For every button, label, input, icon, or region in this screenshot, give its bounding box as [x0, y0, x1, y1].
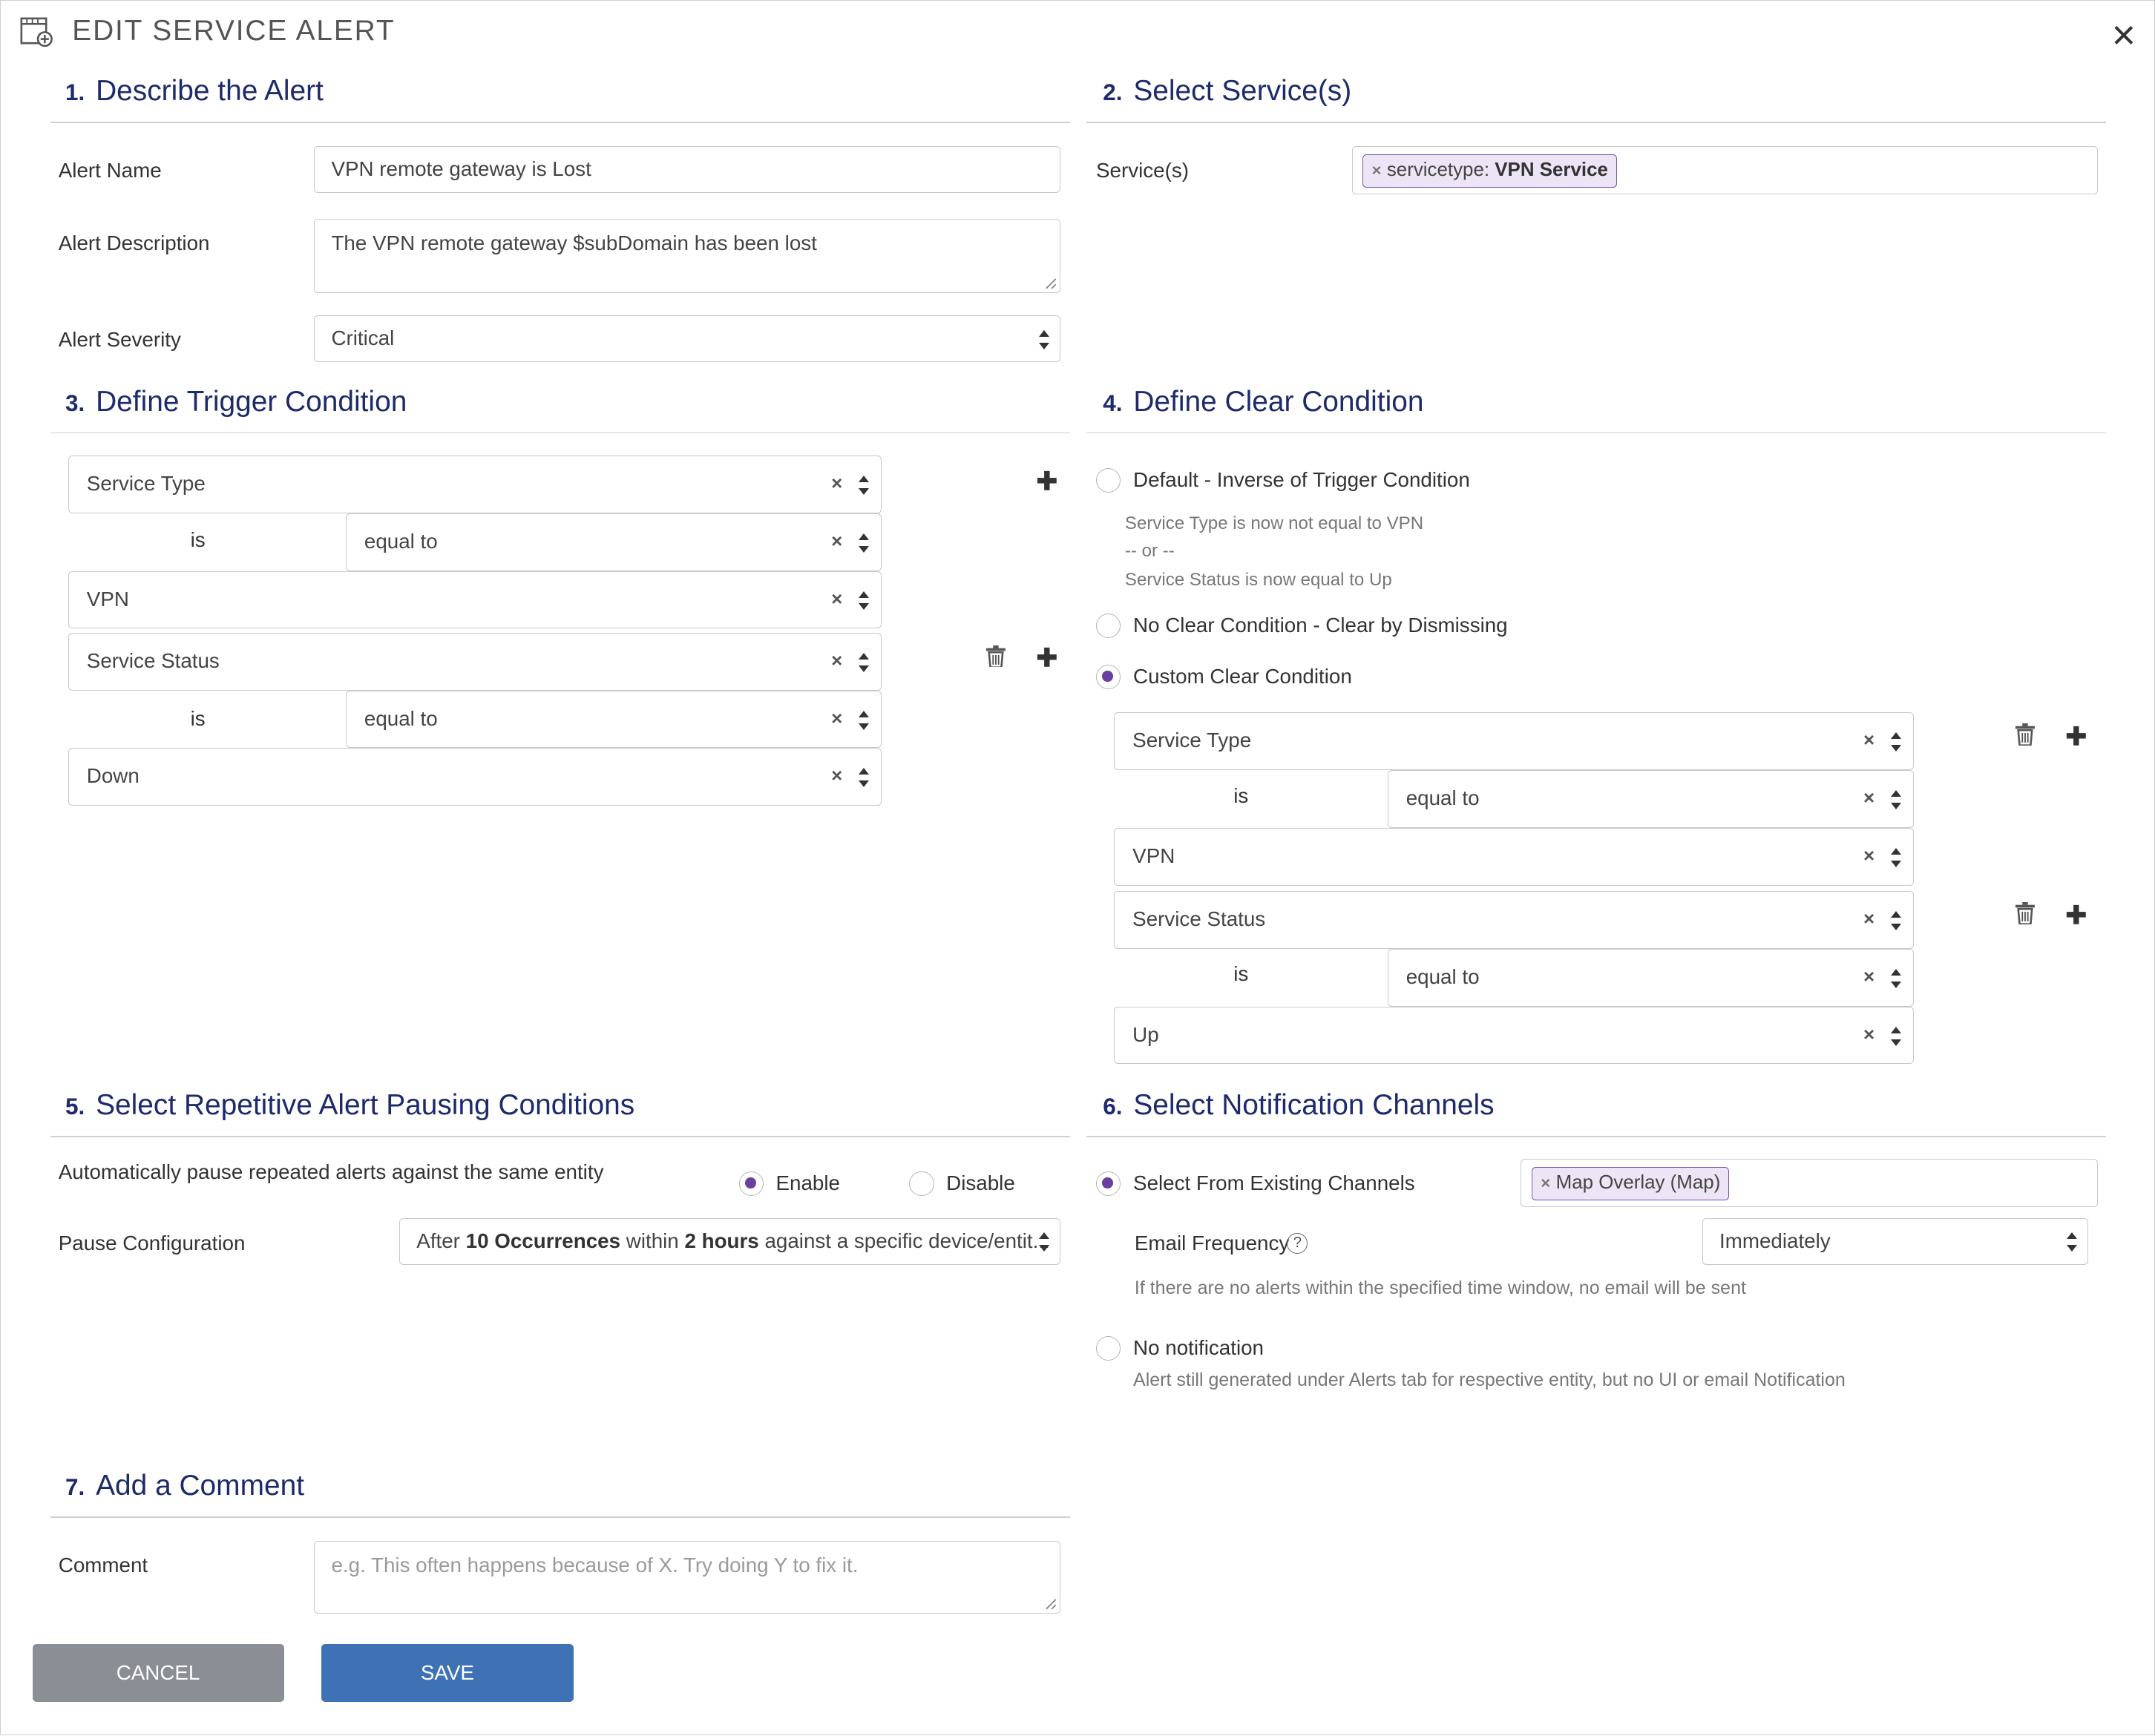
select-arrows-icon: [1039, 1232, 1050, 1252]
trigger-value-select[interactable]: VPN ×: [68, 571, 882, 629]
divider: [50, 122, 1070, 123]
section-notification-heading: 6. Select Notification Channels: [1103, 1088, 1495, 1121]
clear-operator-select[interactable]: equal to ×: [1388, 949, 1914, 1007]
add-condition-icon[interactable]: [2065, 725, 2087, 747]
clear-operator-select[interactable]: equal to ×: [1388, 770, 1914, 828]
section-clear-condition-heading: 4. Define Clear Condition: [1103, 385, 1424, 418]
email-frequency-value: Immediately: [1719, 1229, 1831, 1252]
email-frequency-label: Email Frequency: [1134, 1232, 1290, 1255]
clear-icon[interactable]: ×: [831, 708, 843, 729]
trigger-operator-select[interactable]: equal to ×: [346, 691, 882, 749]
trigger-value-select[interactable]: Down ×: [68, 748, 882, 806]
select-arrows-icon: [1891, 911, 1902, 930]
clear-none-radio[interactable]: [1096, 614, 1121, 638]
trigger-operator-select[interactable]: equal to ×: [346, 513, 882, 571]
default-condition-line1: Service Type is now not equal to VPN: [1124, 513, 1424, 533]
select-arrows-icon: [1891, 969, 1902, 988]
clear-icon[interactable]: ×: [831, 588, 843, 610]
help-icon[interactable]: ?: [1287, 1233, 1308, 1254]
divider: [50, 1136, 1070, 1137]
select-arrows-icon: [1891, 1027, 1902, 1046]
select-arrows-icon: [859, 476, 870, 495]
service-tag-value: VPN Service: [1495, 160, 1608, 181]
pause-configuration-label: Pause Configuration: [58, 1232, 246, 1255]
remove-tag-icon[interactable]: ×: [1541, 1174, 1551, 1193]
section-pausing-heading: 5. Select Repetitive Alert Pausing Conditions: [65, 1088, 635, 1121]
alert-description-text: The VPN remote gateway $subDomain has been lost: [331, 231, 817, 255]
select-arrows-icon: [2067, 1232, 2078, 1252]
is-label: is: [1233, 962, 1249, 986]
select-arrows-icon: [1891, 732, 1902, 752]
clear-value-select[interactable]: Up ×: [1114, 1007, 1914, 1065]
clear-icon[interactable]: ×: [831, 766, 843, 787]
trigger-field-select[interactable]: Service Type ×: [68, 456, 882, 513]
clear-icon[interactable]: ×: [1863, 1024, 1875, 1045]
pause-disable-label: Disable: [946, 1171, 1015, 1194]
resize-handle-icon[interactable]: [1045, 1598, 1057, 1611]
clear-default-label: Default - Inverse of Trigger Condition: [1133, 467, 1470, 491]
clear-icon[interactable]: ×: [1863, 966, 1875, 987]
pause-enable-label: Enable: [775, 1171, 840, 1194]
clear-field-select[interactable]: Service Type ×: [1114, 712, 1914, 770]
is-label: is: [1233, 783, 1249, 807]
add-condition-icon[interactable]: [2065, 904, 2087, 926]
trigger-field-select[interactable]: Service Status ×: [68, 633, 882, 691]
alert-description-label: Alert Description: [58, 231, 210, 255]
alert-severity-select[interactable]: [314, 315, 1060, 362]
pause-disable-radio[interactable]: [909, 1171, 934, 1196]
divider: [1086, 122, 2106, 123]
clear-icon[interactable]: ×: [1863, 845, 1875, 867]
service-tag: [1362, 154, 1617, 187]
resize-handle-icon[interactable]: [1045, 277, 1057, 290]
clear-none-label: No Clear Condition - Clear by Dismissing: [1133, 613, 1508, 637]
alert-severity-label: Alert Severity: [58, 327, 181, 351]
clear-icon[interactable]: ×: [1863, 909, 1875, 930]
pause-enable-radio[interactable]: [739, 1171, 764, 1196]
select-arrows-icon: [859, 653, 870, 672]
alert-description-textarea[interactable]: [314, 219, 1060, 293]
channel-tag-label: Map Overlay (Map): [1555, 1172, 1721, 1194]
clear-icon[interactable]: ×: [831, 650, 843, 671]
clear-icon[interactable]: ×: [1863, 788, 1875, 809]
clear-icon[interactable]: ×: [831, 530, 843, 552]
clear-field-select[interactable]: Service Status ×: [1114, 891, 1914, 949]
select-arrows-icon: [1891, 790, 1902, 809]
select-arrows-icon: [859, 711, 870, 730]
add-condition-icon[interactable]: [1036, 470, 1058, 492]
email-frequency-select[interactable]: [1702, 1218, 2088, 1265]
save-button[interactable]: SAVE: [321, 1644, 574, 1702]
select-arrows-icon: [1891, 848, 1902, 867]
section-describe-alert-heading: 1. Describe the Alert: [65, 75, 324, 107]
section-select-services-heading: 2. Select Service(s): [1103, 75, 1352, 107]
channel-tag: [1532, 1167, 1729, 1200]
cancel-button[interactable]: CANCEL: [33, 1644, 284, 1702]
services-label: Service(s): [1096, 158, 1189, 182]
alert-name-label: Alert Name: [58, 158, 162, 182]
existing-channels-label: Select From Existing Channels: [1133, 1171, 1415, 1194]
is-label: is: [190, 706, 206, 730]
divider: [50, 433, 1070, 434]
pause-configuration-select[interactable]: After 10 Occurrences within 2 hours against a specific device/entit...: [399, 1218, 1060, 1265]
no-notification-hint: Alert still generated under Alerts tab for respective entity, but no UI or email Notification: [1133, 1369, 1846, 1390]
section-comment-heading: 7. Add a Comment: [65, 1469, 304, 1502]
alert-name-input[interactable]: VPN remote gateway is Lost: [314, 146, 1060, 193]
default-condition-or: -- or --: [1124, 540, 1175, 561]
comment-placeholder: e.g. This often happens because of X. Try doing Y to fix it.: [331, 1553, 859, 1576]
dialog-title: EDIT SERVICE ALERT: [72, 14, 396, 47]
select-arrows-icon: [1039, 330, 1050, 349]
comment-label: Comment: [58, 1553, 148, 1576]
section-trigger-condition-heading: 3. Define Trigger Condition: [65, 385, 407, 418]
close-icon[interactable]: ×: [2111, 11, 2136, 58]
comment-textarea[interactable]: [314, 1541, 1060, 1614]
add-condition-icon[interactable]: [1036, 646, 1058, 668]
select-arrows-icon: [859, 768, 870, 787]
divider: [1086, 433, 2106, 434]
clear-custom-label: Custom Clear Condition: [1133, 664, 1352, 688]
alert-window-icon: [20, 17, 53, 47]
divider: [50, 1516, 1070, 1518]
clear-icon[interactable]: ×: [1863, 730, 1875, 752]
existing-channels-radio[interactable]: [1096, 1171, 1121, 1196]
remove-tag-icon[interactable]: ×: [1371, 161, 1382, 180]
select-arrows-icon: [859, 591, 870, 611]
default-condition-line2: Service Status is now equal to Up: [1124, 569, 1392, 590]
service-tag-key: servicetype:: [1386, 160, 1490, 181]
select-arrows-icon: [859, 533, 870, 553]
trash-icon[interactable]: [2015, 723, 2035, 746]
auto-pause-label: Automatically pause repeated alerts against the same entity: [58, 1160, 604, 1184]
trash-icon[interactable]: [2015, 902, 2035, 924]
no-notification-radio[interactable]: [1096, 1336, 1121, 1361]
clear-icon[interactable]: ×: [831, 473, 843, 494]
is-label: is: [190, 528, 206, 552]
email-frequency-hint: If there are no alerts within the specified time window, no email will be sent: [1134, 1277, 1746, 1298]
clear-custom-radio[interactable]: [1096, 665, 1121, 689]
alert-severity-value: Critical: [331, 326, 395, 350]
trash-icon[interactable]: [986, 645, 1006, 668]
no-notification-label: No notification: [1133, 1336, 1264, 1360]
clear-value-select[interactable]: VPN ×: [1114, 828, 1914, 886]
clear-default-radio[interactable]: [1096, 468, 1121, 493]
divider: [1086, 1136, 2106, 1137]
